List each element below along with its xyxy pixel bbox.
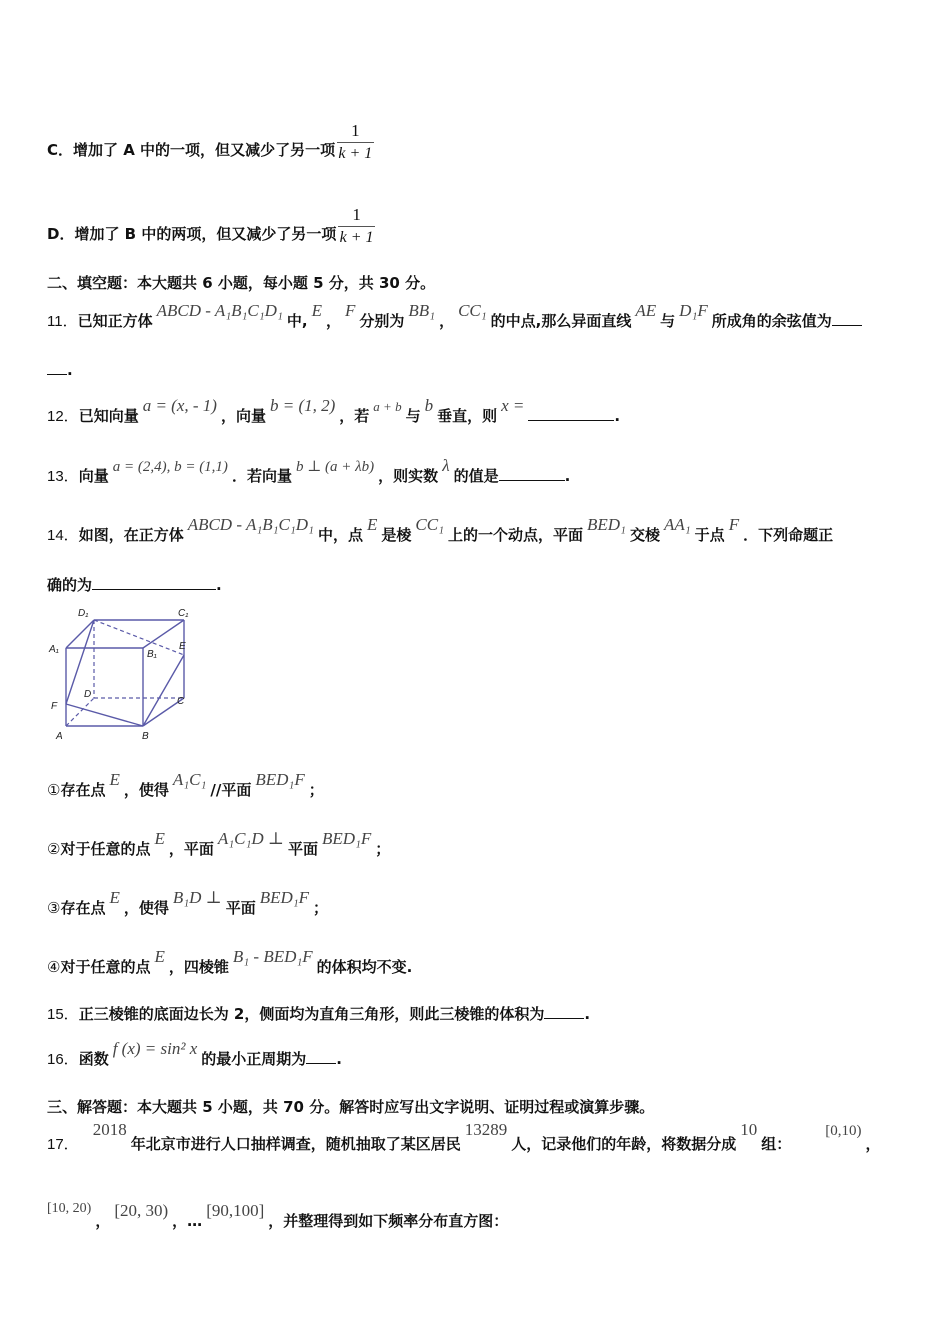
- label-D: D: [84, 689, 92, 700]
- q-text: 的值是: [453, 467, 499, 485]
- q-text: ，若: [339, 407, 370, 425]
- q-text: ，则实数: [378, 467, 439, 485]
- math: a + b: [373, 399, 402, 414]
- question-17: [47, 1120, 881, 1154]
- q-number: 14．: [47, 527, 79, 544]
- math: [10, 20): [47, 1201, 92, 1216]
- q-text: 分别为: [359, 312, 405, 330]
- math: a = (2,4), b = (1,1): [112, 459, 228, 475]
- fraction-den: k + 1: [339, 229, 374, 246]
- q-text: 存在点: [60, 781, 106, 799]
- label-A: A: [56, 731, 63, 742]
- question-17-cont: [47, 1201, 509, 1231]
- math: f (x) = sin² x: [112, 1039, 198, 1058]
- math: a = (x, - 1): [142, 396, 217, 415]
- q-text: ；: [308, 781, 324, 799]
- edge-be: [143, 655, 184, 726]
- q-text: 如图，在正方体: [78, 526, 184, 544]
- statement-4: [47, 947, 413, 977]
- statement-number: ②: [47, 841, 61, 858]
- statement-2: [47, 829, 391, 859]
- q-text: 正三棱锥的底面边长为 2，侧面均为直角三角形，则此三棱锥的体积为: [78, 1005, 545, 1023]
- q-text: ，使得: [123, 781, 169, 799]
- q-text: 上的一个动点，平面: [447, 526, 583, 544]
- label-D1: D₁: [78, 608, 89, 619]
- q-text: ，: [95, 1212, 111, 1230]
- math: D₁F: [679, 301, 708, 320]
- math: CC₁: [458, 301, 487, 320]
- statement-number: ③: [47, 900, 61, 917]
- math: BED₁F: [259, 888, 310, 907]
- math: E: [154, 947, 165, 966]
- section-3-heading: 三、解答题：本大题共 5 小题，共 70 分。解答时应写出文字说明、证明过程或演算步骤。: [47, 1098, 655, 1116]
- answer-blank[interactable]: [306, 1049, 336, 1064]
- math: 2018: [92, 1120, 127, 1139]
- math: E: [366, 515, 378, 534]
- q-text: 年北京市进行人口抽样调查，随机抽取了某区居民: [130, 1135, 461, 1153]
- math: E: [109, 770, 120, 789]
- math: 13289: [464, 1120, 508, 1139]
- q-text: 中，点: [317, 526, 363, 544]
- edge-b1c1: [143, 620, 184, 648]
- question-14-cont: [47, 574, 222, 595]
- q-text: 于点: [694, 526, 725, 544]
- label-A1: A₁: [49, 644, 59, 655]
- q-text: ，…: [172, 1212, 203, 1230]
- fraction-d: [338, 204, 375, 249]
- q-number: 16．: [47, 1051, 79, 1068]
- math: F: [344, 301, 356, 320]
- math: A₁C₁: [172, 770, 207, 789]
- q-text: ，平面: [168, 840, 214, 858]
- q-text: 与: [405, 407, 421, 425]
- label-E: E: [179, 641, 186, 652]
- q-text: 交棱: [629, 526, 660, 544]
- math: CC₁: [415, 515, 444, 534]
- answer-blank[interactable]: [92, 575, 216, 590]
- q-text: ，并整理得到如下频率分布直方图：: [268, 1212, 509, 1230]
- fraction-c: [337, 120, 374, 165]
- math: E: [154, 829, 165, 848]
- answer-blank[interactable]: [832, 311, 862, 326]
- answer-blank[interactable]: [544, 1004, 584, 1019]
- q-text: ，: [439, 312, 455, 330]
- q-text: ，向量: [220, 407, 266, 425]
- q-number: 17．: [47, 1136, 79, 1153]
- math: [90,100]: [206, 1201, 265, 1220]
- math: b: [424, 396, 434, 415]
- q-text: 对于任意的点: [60, 840, 151, 858]
- q-text: 对于任意的点: [60, 958, 151, 976]
- q-text: .: [216, 576, 222, 594]
- fraction-num: 1: [337, 120, 374, 143]
- q-text: 中,: [286, 312, 308, 330]
- math: F: [728, 515, 740, 534]
- math: b ⊥ (a + λb): [295, 459, 375, 475]
- q-text: .: [584, 1005, 591, 1023]
- math: ABCD - A₁B₁C₁D₁: [156, 301, 283, 320]
- q-text: 已知向量: [78, 407, 139, 425]
- q-text: 向量: [78, 467, 109, 485]
- math: [20, 30): [114, 1201, 169, 1220]
- math: AE: [635, 301, 657, 320]
- edge-d1e-hidden: [94, 620, 184, 655]
- math: BB₁: [408, 301, 436, 320]
- statement-3: [47, 888, 329, 918]
- q-text: 确的为: [47, 576, 93, 594]
- q-text: 函数: [78, 1050, 109, 1068]
- math: B₁D ⊥: [172, 888, 222, 907]
- q-number: 15．: [47, 1006, 79, 1023]
- q-text: .: [67, 361, 73, 379]
- math: [0,10): [825, 1123, 862, 1139]
- math: λ: [442, 456, 450, 475]
- answer-blank[interactable]: [528, 406, 614, 421]
- option-d-text: D．增加了 B 中的两项，但又减少了另一项: [47, 225, 337, 243]
- option-c-text: C．增加了 A 中的一项，但又减少了另一项: [47, 141, 336, 159]
- q-text: 人，记录他们的年龄，将数据分成: [511, 1135, 737, 1153]
- q-number: 12．: [47, 408, 79, 425]
- math: E: [109, 888, 120, 907]
- q-text: 平面: [225, 899, 256, 917]
- math: A₁C₁D ⊥: [217, 829, 284, 848]
- q-text: ，使得: [123, 899, 169, 917]
- cube-figure: [46, 600, 196, 742]
- math: BED₁F: [255, 770, 305, 789]
- q-text: ，: [325, 312, 341, 330]
- section-2-heading: 二、填空题：本大题共 6 小题，每小题 5 分，共 30 分。: [47, 274, 436, 292]
- statement-1: [47, 770, 324, 800]
- q-text: ；: [375, 840, 391, 858]
- q-text: 已知正方体: [77, 312, 153, 330]
- option-c: [47, 121, 374, 173]
- q-text: 的最小正周期为: [201, 1050, 307, 1068]
- math: E: [311, 301, 322, 320]
- question-16: [47, 1039, 342, 1069]
- q-text: 的体积均不变.: [316, 958, 413, 976]
- q-text: 垂直，则: [437, 407, 498, 425]
- q-text: ．下列命题正: [743, 526, 834, 544]
- q-number: 13．: [47, 468, 79, 485]
- question-14: [47, 515, 834, 545]
- label-B1: B₁: [147, 649, 157, 660]
- fraction-den: k + 1: [338, 145, 373, 162]
- question-11: [47, 301, 862, 331]
- q-text: ．若向量: [231, 467, 292, 485]
- q-text: .: [336, 1050, 342, 1068]
- math: BED₁: [587, 515, 626, 534]
- q-text: 存在点: [60, 899, 106, 917]
- label-F: F: [51, 701, 58, 712]
- q-text: 组：: [761, 1135, 792, 1153]
- label-C: C: [177, 696, 185, 707]
- q-text: ，四棱锥: [168, 958, 229, 976]
- math: AA₁: [663, 515, 691, 534]
- q-text: ，: [865, 1135, 881, 1153]
- question-13: [47, 456, 571, 486]
- math: x =: [501, 396, 525, 415]
- statement-number: ①: [47, 782, 61, 799]
- math: ABCD - A₁B₁C₁D₁: [187, 515, 314, 534]
- option-d: [47, 205, 375, 257]
- answer-blank[interactable]: [47, 360, 67, 375]
- math: b = (1, 2): [269, 396, 336, 415]
- q-text: //平面: [210, 781, 252, 799]
- q-text: 的中点,那么异面直线: [490, 312, 632, 330]
- label-B: B: [142, 731, 149, 742]
- question-12: [47, 396, 621, 426]
- edge-ad-hidden: [66, 698, 94, 726]
- q-text: 平面: [287, 840, 318, 858]
- q-text: ；: [313, 899, 329, 917]
- q-text: .: [564, 467, 571, 485]
- statement-number: ④: [47, 959, 61, 976]
- q-text: 与: [660, 312, 676, 330]
- math: 10: [740, 1120, 758, 1139]
- question-11-cont: [47, 360, 73, 379]
- q-text: .: [614, 407, 621, 425]
- q-text: 是棱: [381, 526, 412, 544]
- question-15: [47, 1003, 590, 1024]
- answer-blank[interactable]: [499, 466, 565, 481]
- q-text: 所成角的余弦值为: [711, 312, 832, 330]
- fraction-num: 1: [338, 204, 375, 227]
- q-number: 11．: [47, 313, 78, 330]
- math: B₁ - BED₁F: [232, 947, 313, 966]
- math: BED₁F: [321, 829, 372, 848]
- label-C1: C₁: [178, 608, 189, 619]
